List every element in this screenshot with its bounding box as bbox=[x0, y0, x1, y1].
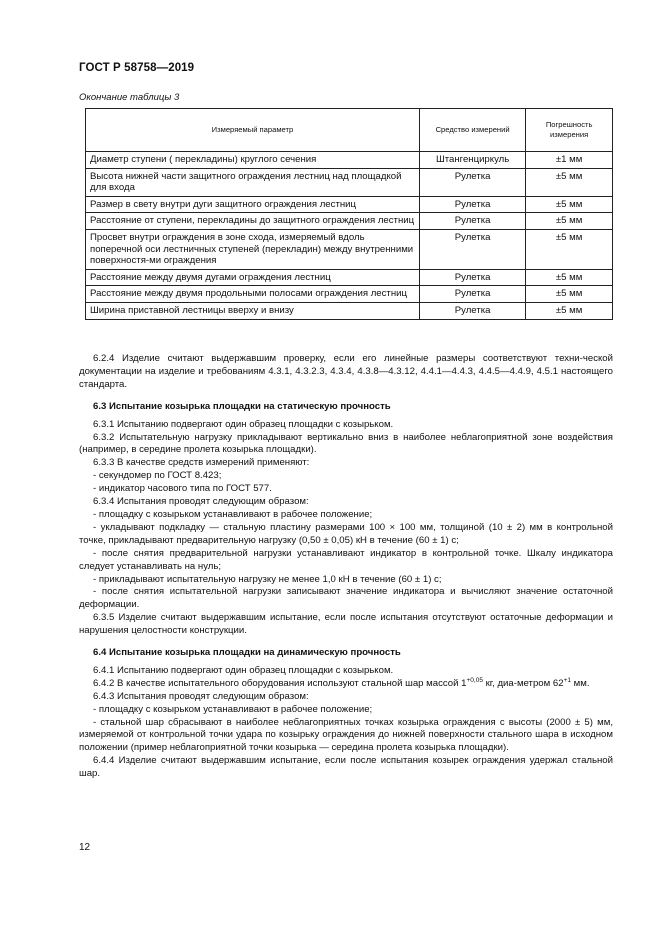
paragraph-6-3-5: 6.3.5 Изделие считают выдержавшим испытание, если после испытания отсутствуют остаточные деформации и нарушения целостности конструкции. bbox=[79, 612, 613, 637]
table-header-row bbox=[86, 109, 613, 152]
cell-instrument: Рулетка bbox=[419, 286, 525, 303]
list-item: - после снятия предварительной нагрузки устанавливают индикатор в контрольной точке. Шкалу индикатора следует устанавливать на нуль; bbox=[79, 547, 613, 572]
table-row bbox=[86, 286, 613, 303]
paragraph-6-3-1: 6.3.1 Испытанию подвергают один образец площадки с козырьком. bbox=[93, 418, 394, 430]
cell-instrument: Рулетка bbox=[419, 229, 525, 269]
cell-error: ±5 мм bbox=[526, 286, 613, 303]
cell-parameter: Расстояние между двумя продольными полосами ограждения лестниц bbox=[86, 286, 420, 303]
cell-instrument: Рулетка bbox=[419, 168, 525, 196]
table-row bbox=[86, 269, 613, 286]
tolerance-superscript: +1 bbox=[563, 676, 571, 684]
table-caption: Окончание таблицы 3 bbox=[79, 92, 180, 103]
paragraph-6-4-4: 6.4.4 Изделие считают выдержавшим испытание, если после испытания козырек ограждения удержал стальной шар. bbox=[79, 755, 613, 780]
paragraph-6-4-1: 6.4.1 Испытанию подвергают один образец площадки с козырьком. bbox=[93, 664, 394, 676]
paragraph-6-3-3: 6.3.3 В качестве средств измерений применяют: bbox=[93, 457, 310, 469]
section-6-4-title: 6.4 Испытание козырька площадки на динамическую прочность bbox=[93, 647, 401, 659]
cell-instrument: Рулетка bbox=[419, 302, 525, 319]
paragraph-6-3-4: 6.3.4 Испытания проводят следующим образом: bbox=[93, 496, 309, 508]
text-fragment: мм. bbox=[570, 677, 590, 689]
cell-error: ±5 мм bbox=[526, 196, 613, 213]
document-header: ГОСТ Р 58758—2019 bbox=[79, 62, 195, 74]
table-row bbox=[86, 168, 613, 196]
list-item: - площадку с козырьком устанавливают в рабочее положение; bbox=[93, 703, 373, 715]
list-item: - секундомер по ГОСТ 8.423; bbox=[93, 470, 222, 482]
cell-instrument: Рулетка bbox=[419, 196, 525, 213]
list-item: - индикатор часового типа по ГОСТ 577. bbox=[93, 483, 272, 495]
cell-instrument: Рулетка bbox=[419, 213, 525, 230]
header-error: Погрешность измерения bbox=[526, 109, 613, 152]
cell-parameter: Высота нижней части защитного ограждения лестниц над площадкой для входа bbox=[86, 168, 420, 196]
header-parameter: Измеряемый параметр bbox=[86, 109, 420, 152]
cell-instrument: Штангенциркуль bbox=[419, 152, 525, 169]
table-row bbox=[86, 152, 613, 169]
paragraph-6-4-3: 6.4.3 Испытания проводят следующим образом: bbox=[93, 690, 309, 702]
cell-parameter: Расстояние от ступени, перекладины до защитного ограждения лестниц bbox=[86, 213, 420, 230]
body-text bbox=[79, 353, 613, 781]
cell-error: ±5 мм bbox=[526, 168, 613, 196]
list-item: - укладывают подкладку — стальную пластину размерами 100 × 100 мм, толщиной (10 ± 2) мм в контрольной точке, прикладывают предварительную нагрузку (0,50 ± 0,05) кН в течение (60 ± 1) с; bbox=[79, 521, 613, 546]
cell-error: ±5 мм bbox=[526, 302, 613, 319]
paragraph-6-3-2: 6.3.2 Испытательную нагрузку прикладывают вертикально вниз в наиболее неблагоприятной зоне воздействия (например, в середине пролета козырька площадки). bbox=[79, 431, 613, 456]
page-number: 12 bbox=[79, 842, 91, 853]
header-instrument: Средство измерений bbox=[419, 109, 525, 152]
cell-parameter: Просвет внутри ограждения в зоне схода, измеряемый вдоль поперечной оси лестничных ступеней (перекладин) между внутренними поверхностя-ми ограждения bbox=[86, 229, 420, 269]
paragraph-6-2-4: 6.2.4 Изделие считают выдержавшим проверку, если его линейные размеры соответствуют техни-ческой документации на изделие и требованиям 4.3.1, 4.3.2.3, 4.3.4, 4.3.8—4.3.12, 4.4.1—4.4.3, 4.4.5—4.4.9, 4.5.1 настоящего стандарта. bbox=[79, 353, 613, 390]
section-6-3-title: 6.3 Испытание козырька площадки на статическую прочность bbox=[93, 400, 391, 412]
table-row bbox=[86, 302, 613, 319]
cell-error: ±5 мм bbox=[526, 269, 613, 286]
table-row bbox=[86, 229, 613, 269]
table-row bbox=[86, 213, 613, 230]
cell-error: ±1 мм bbox=[526, 152, 613, 169]
text-fragment: кг, диа-метром 62 bbox=[482, 677, 564, 689]
cell-parameter: Расстояние между двумя дугами ограждения лестниц bbox=[86, 269, 420, 286]
list-item: - после снятия испытательной нагрузки записывают значение индикатора и вычисляют значение остаточной деформации. bbox=[79, 586, 613, 611]
cell-instrument: Рулетка bbox=[419, 269, 525, 286]
list-item: - прикладывают испытательную нагрузку не менее 1,0 кН в течение (60 ± 1) с; bbox=[93, 573, 442, 585]
cell-error: ±5 мм bbox=[526, 229, 613, 269]
list-item: - стальной шар сбрасывают в наиболее неблагоприятных точках козырька ограждения с высоты (2000 ± 5) мм, измеряемой от контрольной точки удара по козырьку ограждения до нижней поверхности стального шара в исходном положении (пример неблагоприятной точки козырька — середина пролета козырька площадки). bbox=[79, 716, 613, 754]
cell-parameter: Диаметр ступени ( перекладины) круглого сечения bbox=[86, 152, 420, 169]
list-item: - площадку с козырьком устанавливают в рабочее положение; bbox=[93, 508, 373, 520]
table-row bbox=[86, 196, 613, 213]
measurements-table bbox=[85, 108, 613, 320]
text-fragment: 6.4.2 В качестве испытательного оборудования используют стальной шар массой 1 bbox=[93, 677, 467, 689]
cell-error: ±5 мм bbox=[526, 213, 613, 230]
tolerance-superscript: +0,05 bbox=[466, 676, 483, 684]
paragraph-6-4-2 bbox=[79, 678, 613, 691]
cell-parameter: Размер в свету внутри дуги защитного ограждения лестниц bbox=[86, 196, 420, 213]
cell-parameter: Ширина приставной лестницы вверху и внизу bbox=[86, 302, 420, 319]
